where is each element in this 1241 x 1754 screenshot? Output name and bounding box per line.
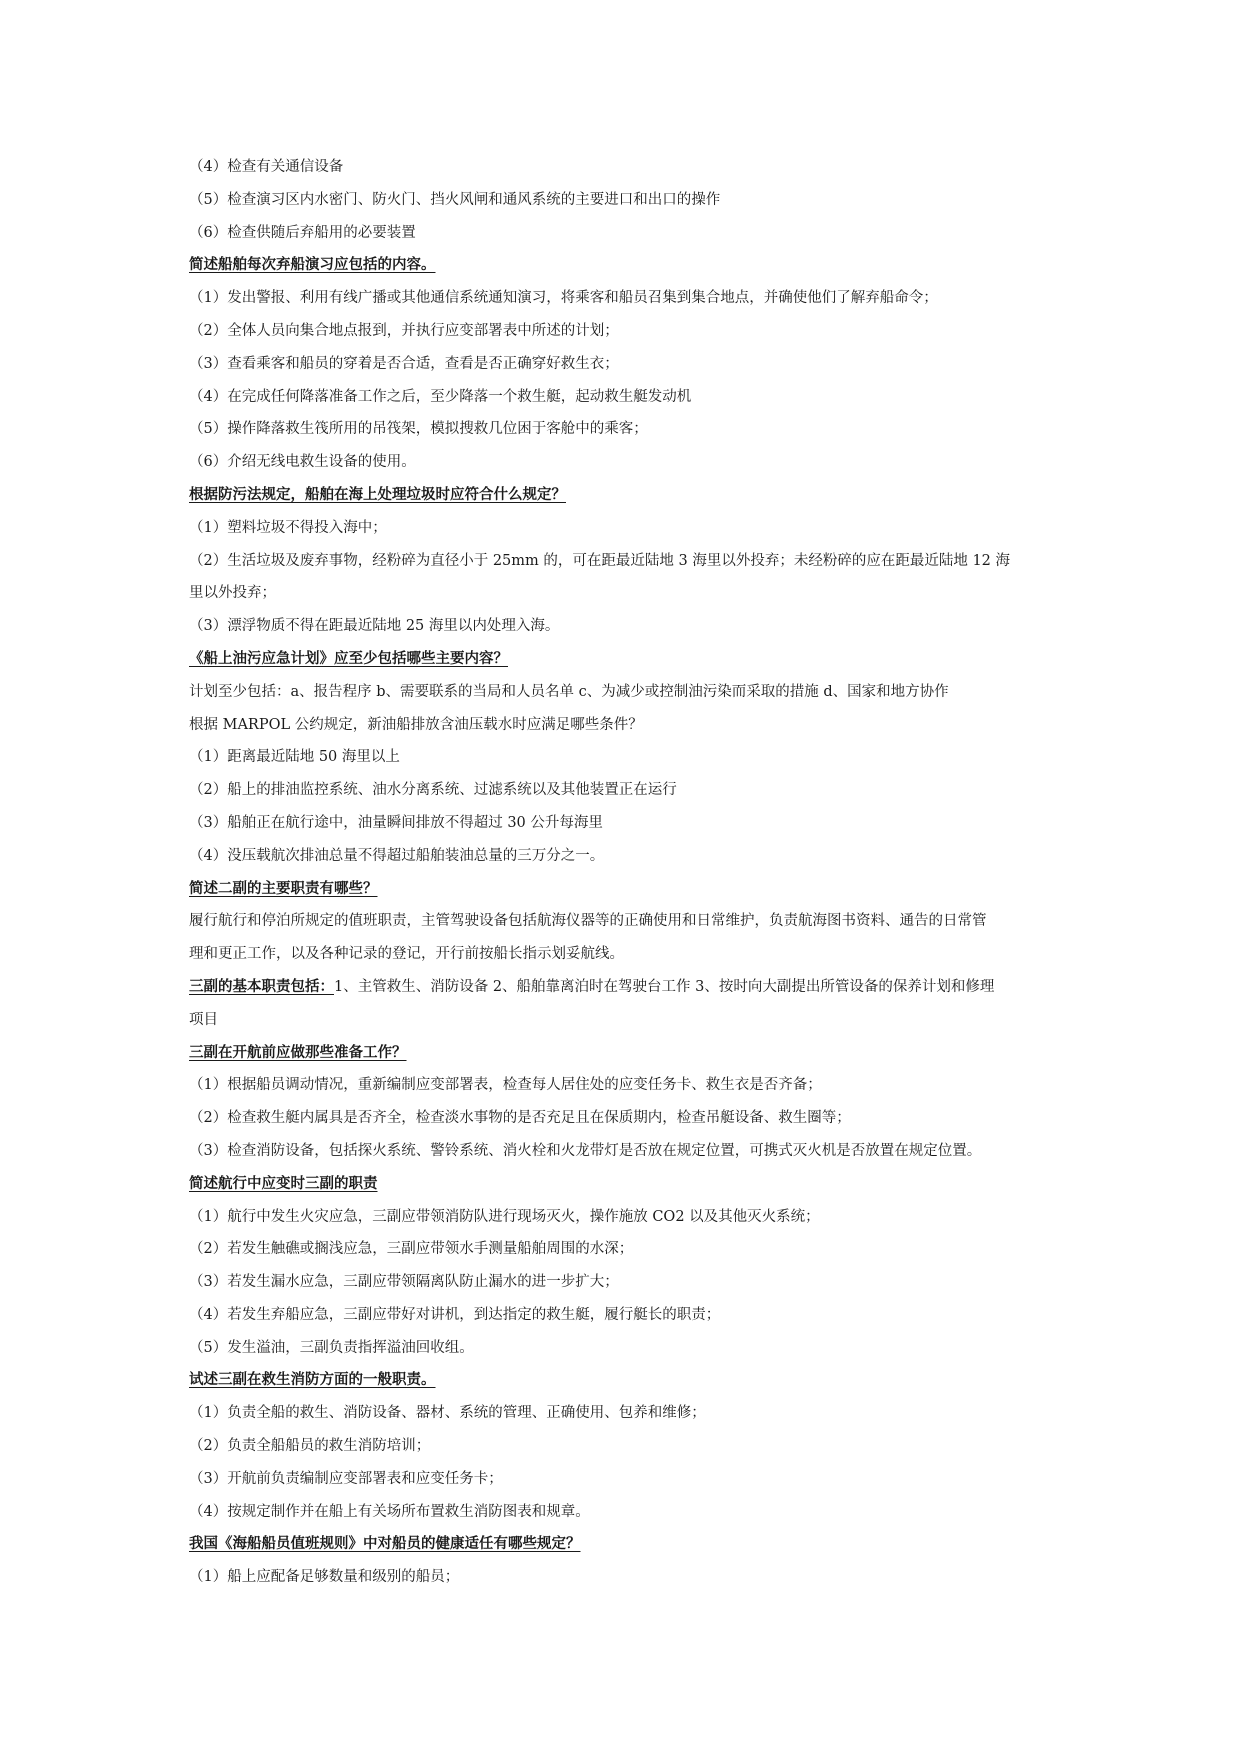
section-heading [189, 643, 1059, 676]
list-item: （1）距离最近陆地 50 海里以上 [189, 749, 400, 766]
body-text: 1、主管救生、消防设备 2、船舶靠离泊时在驾驶台工作 3、按时向大副提出所管设备的保养计划和修理 [334, 978, 995, 995]
list-item: （4）按规定制作并在船上有关场所布置救生消防图表和规章。 [189, 1503, 590, 1520]
heading-text: 简述船舶每次弃船演习应包括的内容。 [189, 256, 436, 274]
list-item: 项目 [189, 1011, 218, 1028]
section-heading [189, 479, 1059, 512]
section-heading [189, 1037, 1059, 1070]
list-item: （3）查看乘客和船员的穿着是否合适，查看是否正确穿好救生衣； [189, 355, 619, 372]
section-heading [189, 1168, 1059, 1201]
list-item: （4）若发生弃船应急，三副应带好对讲机，到达指定的救生艇，履行艇长的职责； [189, 1306, 721, 1323]
list-item: （2）生活垃圾及废弃事物，经粉碎为直径小于 25mm 的，可在距最近陆地 3 海里以外投弃；未经粉碎的应在距最近陆地 12 海 [189, 552, 1011, 569]
section-heading [189, 249, 1059, 282]
heading-text: 简述二副的主要职责有哪些？ [189, 879, 378, 897]
list-item: （2）船上的排油监控系统、油水分离系统、过滤系统以及其他装置正在运行 [189, 782, 677, 799]
list-item: （4）检查有关通信设备 [189, 159, 344, 175]
heading-text: 《船上油污应急计划》应至少包括哪些主要内容？ [189, 649, 508, 667]
list-item: （3）检查消防设备，包括探火系统、警铃系统、消火栓和火龙带灯是否放在规定位置，可携式灭火机是否放置在规定位置。 [189, 1142, 982, 1159]
list-item: （3）若发生漏水应急，三副应带领隔离队防止漏水的进一步扩大； [189, 1274, 619, 1291]
list-item: （1）负责全船的救生、消防设备、器材、系统的管理、正确使用、包养和维修； [189, 1405, 706, 1422]
list-item: （2）负责全船船员的救生消防培训； [189, 1438, 431, 1455]
list-item: （5）发生溢油，三副负责指挥溢油回收组。 [189, 1339, 474, 1356]
list-item: （1）航行中发生火灾应急，三副应带领消防队进行现场灭火，操作施放 CO2 以及其他灭火系统； [189, 1208, 820, 1225]
list-item: （5）检查演习区内水密门、防火门、挡火风闸和通风系统的主要进口和出口的操作 [189, 191, 721, 208]
heading-text: 三副的基本职责包括： [189, 977, 334, 995]
list-item: （1）发出警报、利用有线广播或其他通信系统通知演习，将乘客和船员召集到集合地点，并确使他们了解弃船命令； [189, 290, 938, 307]
heading-text: 根据防污法规定，船舶在海上处理垃圾时应符合什么规定？ [189, 485, 566, 503]
list-item: （6）介绍无线电救生设备的使用。 [189, 454, 416, 471]
section-heading [189, 1364, 1059, 1397]
list-item: 履行航行和停泊所规定的值班职责，主管驾驶设备包括航海仪器等的正确使用和日常维护，负责航海图书资料、通告的日常管 [189, 913, 987, 930]
list-item: （5）操作降落救生筏所用的吊筏架，模拟搜救几位困于客舱中的乘客； [189, 421, 648, 438]
section-heading [189, 1528, 1059, 1561]
list-item: （1）塑料垃圾不得投入海中； [189, 519, 387, 536]
list-item: （4）在完成任何降落准备工作之后，至少降落一个救生艇，起动救生艇发动机 [189, 388, 692, 405]
heading-text: 简述航行中应变时三副的职责 [189, 1174, 378, 1192]
list-item: （3）船舶正在航行途中，油量瞬间排放不得超过 30 公升每海里 [189, 814, 603, 831]
list-item: （4）没压载航次排油总量不得超过船舶装油总量的三万分之一。 [189, 847, 605, 864]
document-body [189, 151, 1059, 1594]
list-item: （3）开航前负责编制应变部署表和应变任务卡； [189, 1470, 503, 1487]
list-item: 理和更正工作，以及各种记录的登记，开行前按船长指示划妥航线。 [189, 946, 624, 963]
list-item: （2）全体人员向集合地点报到，并执行应变部署表中所述的计划； [189, 322, 619, 339]
heading-text: 试述三副在救生消防方面的一般职责。 [189, 1371, 436, 1389]
list-item: （3）漂浮物质不得在距最近陆地 25 海里以内处理入海。 [189, 618, 560, 635]
list-item: （6）检查供随后弃船用的必要装置 [189, 224, 416, 241]
heading-text: 三副在开航前应做那些准备工作？ [189, 1043, 407, 1061]
list-item: 里以外投弃； [189, 585, 276, 602]
inline-heading-line [189, 971, 1059, 1004]
section-heading [189, 873, 1059, 906]
list-item: （2）若发生触礁或搁浅应急，三副应带领水手测量船舶周围的水深； [189, 1241, 634, 1258]
heading-text: 我国《海船船员值班规则》中对船员的健康适任有哪些规定？ [189, 1535, 581, 1553]
list-item: 根据 MARPOL 公约规定，新油船排放含油压载水时应满足哪些条件？ [189, 716, 643, 733]
list-item: （2）检查救生艇内属具是否齐全，检查淡水事物的是否充足且在保质期内，检查吊艇设备、救生圈等； [189, 1110, 851, 1127]
list-item: （1）船上应配备足够数量和级别的船员； [189, 1569, 460, 1586]
list-item: 计划至少包括：a、报告程序 b、需要联系的当局和人员名单 c、为减少或控制油污染而采取的措施 d、国家和地方协作 [189, 683, 949, 700]
list-item: （1）根据船员调动情况，重新编制应变部署表，检查每人居住处的应变任务卡、救生衣是否齐备； [189, 1077, 822, 1094]
